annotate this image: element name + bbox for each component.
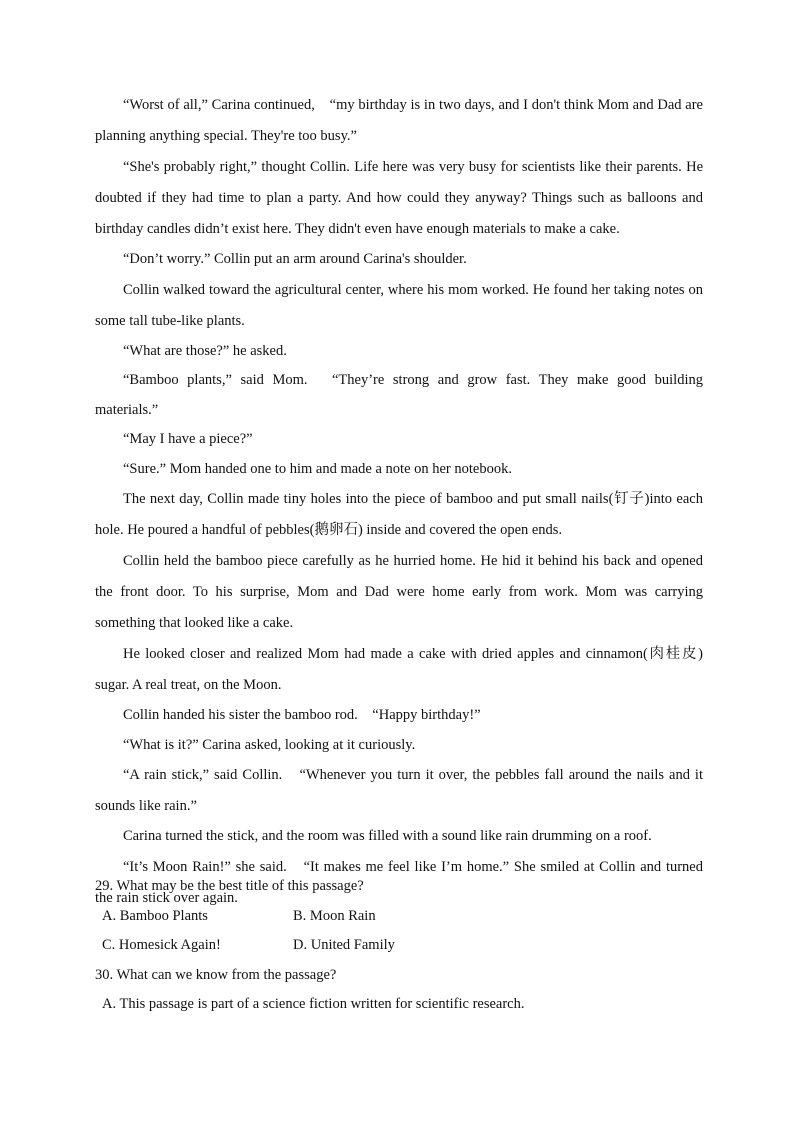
paragraph: “She's probably right,” thought Collin. Life here was very busy for scientists like their parents. He doubted if they had time to plan a party. And how could they anyway? Things such as balloons and birthday candles didn’t exist here. They didn't even have enough materials to make a cake. — [95, 159, 703, 237]
question-section — [95, 872, 703, 1020]
option-a: A. Bamboo Plants — [102, 907, 208, 924]
paragraph: “Sure.” Mom handed one to him and made a note on her notebook. — [123, 460, 512, 477]
paragraph: “Don’t worry.” Collin put an arm around Carina's shoulder. — [123, 251, 467, 267]
question-29-stem: 29. What may be the best title of this passage? — [95, 878, 364, 894]
paragraph: “May I have a piece?” — [123, 431, 253, 447]
question-29-options-row-2 — [95, 931, 703, 961]
paragraph: “A rain stick,” said Collin. “Whenever you turn it over, the pebbles fall around the nails and it sounds like rain.” — [95, 767, 703, 814]
paragraph: Carina turned the stick, and the room was filled with a sound like rain drumming on a roof. — [123, 828, 652, 844]
paragraph: He looked closer and realized Mom had made a cake with dried apples and cinnamon(肉桂皮) sugar. A real treat, on the Moon. — [95, 646, 703, 693]
option-c: C. Homesick Again! — [102, 937, 221, 953]
paragraph: The next day, Collin made tiny holes into the piece of bamboo and put small nails(钉子)into each hole. He poured a handful of pebbles(鹅卵石) inside and covered the open ends. — [95, 491, 703, 538]
paragraph: “What is it?” Carina asked, looking at it curiously. — [123, 736, 416, 753]
option-a: A. This passage is part of a science fiction written for scientific research. — [102, 996, 525, 1012]
paragraph: Collin held the bamboo piece carefully as he hurried home. He hid it behind his back and opened the front door. To his surprise, Mom and Dad were home early from work. Mom was carrying something that looked like a cake. — [95, 553, 703, 631]
paragraph: “Bamboo plants,” said Mom. “They’re strong and grow fast. They make good building materials.” — [95, 372, 703, 418]
question-30-stem: 30. What can we know from the passage? — [95, 966, 337, 983]
paragraph: “It’s Moon Rain!” she said. “It makes me feel like I’m home.” She smiled at Collin and turned the rain stick over again. — [95, 858, 703, 906]
option-d: D. United Family — [293, 937, 395, 953]
paragraph: “Worst of all,” Carina continued, “my birthday is in two days, and I don't think Mom and Dad are planning anything special. They're too busy.” — [95, 97, 703, 144]
reading-passage — [95, 90, 703, 914]
paragraph: Collin handed his sister the bamboo rod. “Happy birthday!” — [123, 707, 481, 723]
paragraph: Collin walked toward the agricultural center, where his mom worked. He found her taking notes on some tall tube-like plants. — [95, 281, 703, 329]
question-29-options-row-1 — [95, 902, 703, 932]
option-b: B. Moon Rain — [293, 907, 376, 924]
paragraph: “What are those?” he asked. — [123, 342, 287, 359]
